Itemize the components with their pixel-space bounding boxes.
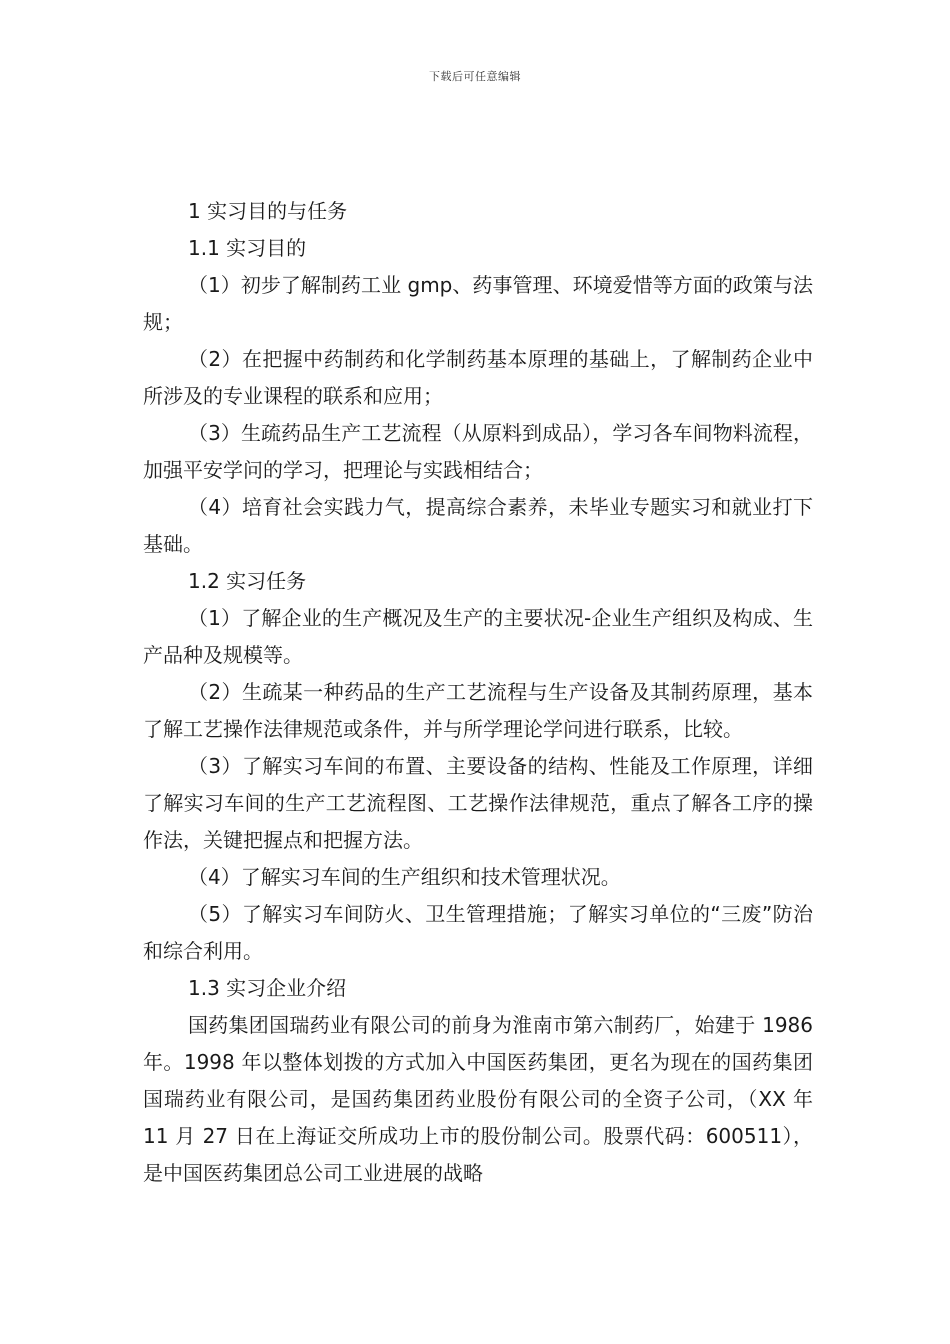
task-item: （5）了解实习车间防火、卫生管理措施；了解实习单位的“三废”防治和综合利用。 bbox=[143, 902, 813, 963]
document-body bbox=[143, 193, 813, 1192]
task-item: （2）生疏某一种药品的生产工艺流程与生产设备及其制药原理，基本了解工艺操作法律规范或条件，并与所学理论学问进行联系，比较。 bbox=[143, 680, 813, 741]
subsection-heading-1-1: 1.1 实习目的 bbox=[188, 236, 307, 260]
task-item: （3）了解实习车间的布置、主要设备的结构、性能及工作原理，详细了解实习车间的生产工艺流程图、工艺操作法律规范，重点了解各工序的操作法，关键把握点和把握方法。 bbox=[143, 754, 813, 852]
purpose-item: （3）生疏药品生产工艺流程（从原料到成品），学习各车间物料流程，加强平安学问的学习，把理论与实践相结合； bbox=[143, 421, 813, 482]
purpose-item: （4）培育社会实践力气，提高综合素养，未毕业专题实习和就业打下基础。 bbox=[143, 495, 813, 556]
subsection-heading-1-3: 1.3 实习企业介绍 bbox=[188, 976, 347, 1000]
company-intro-paragraph: 国药集团国瑞药业有限公司的前身为淮南市第六制药厂，始建于 1986 年。1998 年以整体划拨的方式加入中国医药集团，更名为现在的国药集团国瑞药业有限公司，是国药集团药业股份有限公司的全资子公司，（XX 年 11 月 27 日在上海证交所成功上市的股份制公司。股票代码：600511），是中国医药集团总公司工业进展的战略 bbox=[143, 1013, 813, 1185]
purpose-item: （1）初步了解制药工业 gmp、药事管理、环境爱惜等方面的政策与法规； bbox=[143, 273, 813, 334]
header-note: 下载后可任意编辑 bbox=[429, 70, 521, 83]
subsection-heading-1-2: 1.2 实习任务 bbox=[188, 569, 307, 593]
section-heading-1: 1 实习目的与任务 bbox=[188, 199, 348, 223]
task-item: （1）了解企业的生产概况及生产的主要状况-企业生产组织及构成、生产品种及规模等。 bbox=[143, 606, 813, 667]
task-item: （4）了解实习车间的生产组织和技术管理状况。 bbox=[188, 865, 621, 889]
purpose-item: （2）在把握中药制药和化学制药基本原理的基础上，了解制药企业中所涉及的专业课程的联系和应用； bbox=[143, 347, 813, 408]
